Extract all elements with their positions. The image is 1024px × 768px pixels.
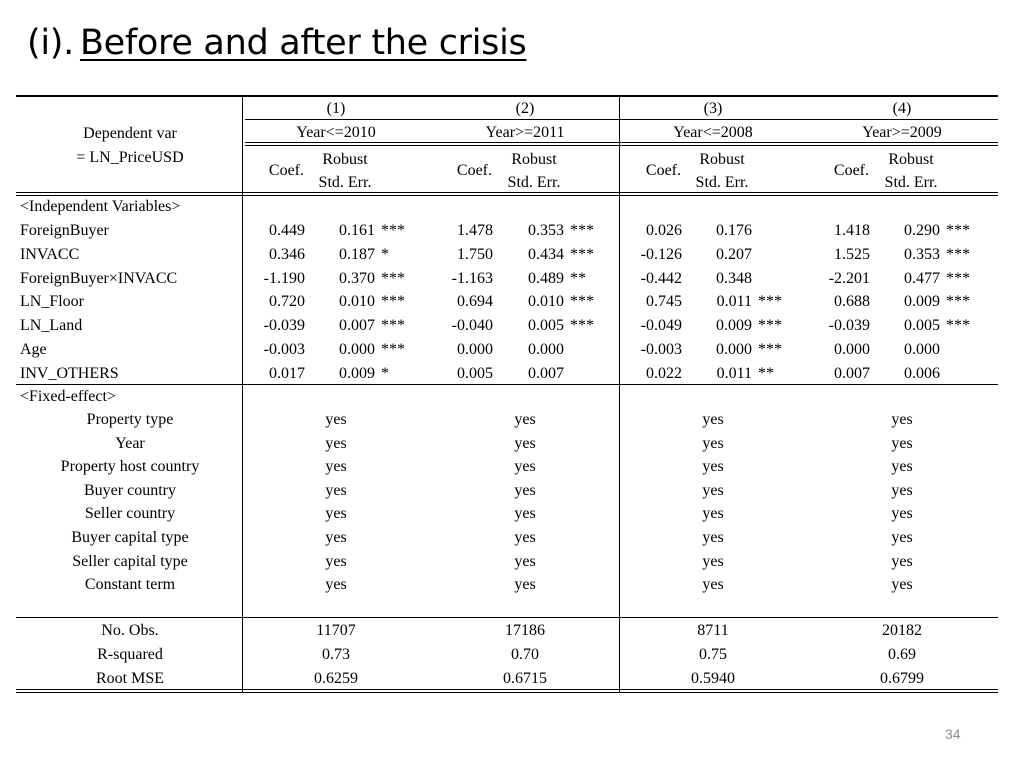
std-err-value: 0.011: [716, 293, 752, 311]
rule-label-column: [242, 95, 243, 693]
fixed-effect-value: yes: [702, 529, 724, 546]
fixed-effect-value: yes: [325, 552, 347, 570]
std-err-value: 0.010: [528, 293, 564, 311]
coef-value: 0.005: [457, 364, 493, 382]
fixed-effect-name: Property host country: [60, 458, 200, 476]
fixed-effect-value: yes: [325, 458, 347, 476]
title-prefix: (i).: [27, 23, 74, 63]
fixed-effect-value: yes: [325, 434, 347, 452]
coef-value: -0.039: [828, 317, 870, 334]
statistic-value: 17186: [505, 622, 545, 639]
significance-stars: **: [570, 269, 586, 287]
coef-value: -0.003: [263, 340, 305, 358]
significance-stars: ***: [946, 269, 970, 287]
fixed-effect-name: Buyer country: [84, 481, 176, 499]
fixed-effect-value: yes: [891, 481, 913, 499]
coef-value: 0.688: [834, 293, 870, 311]
coef-value: -0.039: [263, 317, 305, 334]
fixed-effect-value: yes: [514, 576, 536, 594]
significance-stars: ***: [381, 317, 405, 334]
rule-bottom-lower: [16, 692, 998, 693]
coef-value: -1.190: [263, 269, 305, 287]
std-err-value: 0.434: [528, 245, 564, 263]
significance-stars: ***: [381, 269, 405, 287]
fixed-effect-value: yes: [702, 481, 724, 499]
rule-fixed-effect-bottom: [16, 617, 998, 618]
std-err-value: 0.477: [904, 269, 940, 287]
fixed-effect-name: Property type: [86, 411, 174, 428]
statistic-value: 11707: [316, 622, 356, 639]
model-number: (2): [515, 100, 535, 117]
variable-name: ForeignBuyer: [20, 222, 109, 239]
significance-stars: ***: [570, 317, 594, 334]
coef-value: 0.026: [646, 222, 682, 239]
fixed-effect-value: yes: [514, 505, 536, 523]
significance-stars: ***: [570, 222, 594, 239]
fixed-effect-value: yes: [514, 481, 536, 499]
statistic-name: R-squared: [97, 646, 163, 663]
std-err-value: 0.000: [716, 340, 752, 358]
statistic-value: 0.69: [888, 646, 916, 663]
std-err-header-line1: Robust: [888, 151, 934, 168]
std-err-header-line2: Std. Err.: [507, 174, 561, 191]
std-err-header-line2: Std. Err.: [318, 174, 372, 191]
coef-value: 1.750: [457, 245, 493, 263]
coef-value: 0.017: [269, 364, 305, 382]
coef-value: 1.478: [457, 222, 493, 239]
coef-header: Coef.: [833, 162, 869, 179]
model-number: (1): [326, 100, 346, 117]
coef-value: 1.525: [834, 245, 870, 263]
fixed-effect-value: yes: [702, 411, 724, 428]
significance-stars: ***: [946, 317, 970, 334]
variable-name: INVACC: [20, 245, 80, 263]
coef-value: 0.007: [834, 364, 870, 382]
dependent-var-label: Dependent var: [83, 125, 177, 142]
std-err-value: 0.000: [904, 340, 940, 358]
coef-value: 0.000: [834, 340, 870, 358]
std-err-header-line1: Robust: [322, 151, 368, 168]
dependent-var-name: = LN_PriceUSD: [76, 149, 184, 166]
variable-name: LN_Land: [20, 317, 83, 334]
rule-model-separator: [619, 95, 620, 693]
statistic-name: Root MSE: [95, 670, 165, 687]
std-err-value: 0.353: [528, 222, 564, 239]
significance-stars: ***: [946, 222, 970, 239]
coef-value: 0.694: [457, 293, 493, 311]
std-err-value: 0.010: [339, 293, 375, 311]
statistic-value: 0.70: [511, 646, 539, 663]
fixed-effect-value: yes: [514, 552, 536, 570]
fixed-effect-value: yes: [891, 411, 913, 428]
std-err-value: 0.187: [339, 245, 375, 263]
statistic-value: 0.6715: [503, 670, 547, 687]
fixed-effect-name: Buyer capital type: [71, 529, 189, 546]
significance-stars: ***: [946, 245, 970, 263]
statistic-name: No. Obs.: [101, 622, 159, 639]
coef-header: Coef.: [268, 162, 304, 179]
fixed-effect-value: yes: [891, 458, 913, 476]
rule-top: [16, 95, 998, 97]
significance-stars: ***: [758, 317, 782, 334]
std-err-value: 0.370: [339, 269, 375, 287]
rule-sample-lower: [245, 145, 998, 146]
fixed-effect-value: yes: [514, 529, 536, 546]
significance-stars: ***: [570, 293, 594, 311]
std-err-value: 0.000: [528, 340, 564, 358]
fixed-effect-value: yes: [891, 552, 913, 570]
fixed-effect-value: yes: [702, 458, 724, 476]
significance-stars: ***: [946, 293, 970, 311]
fixed-effect-value: yes: [325, 411, 347, 428]
regression-table: [16, 95, 998, 693]
variable-name: ForeignBuyer×INVACC: [20, 269, 178, 287]
coef-value: -0.049: [640, 317, 682, 334]
fixed-effect-value: yes: [891, 576, 913, 594]
slide-title: [27, 18, 526, 68]
std-err-value: 0.176: [716, 222, 752, 239]
std-err-header-line2: Std. Err.: [695, 174, 749, 191]
std-err-value: 0.011: [716, 364, 752, 382]
fixed-effect-name: Seller capital type: [72, 552, 188, 570]
significance-stars: *: [381, 364, 389, 382]
fixed-effect-value: yes: [891, 434, 913, 452]
title-main: Before and after the crisis: [79, 23, 527, 63]
significance-stars: ***: [758, 340, 782, 358]
model-sample: Year>=2009: [862, 124, 942, 141]
rule-variables-bottom: [16, 384, 998, 385]
rule-model-number: [245, 119, 998, 120]
fixed-effect-value: yes: [702, 434, 724, 452]
std-err-value: 0.007: [528, 364, 564, 382]
fixed-effect-value: yes: [514, 458, 536, 476]
significance-stars: ***: [381, 340, 405, 358]
coef-value: -0.003: [640, 340, 682, 358]
variable-name: INV_OTHERS: [20, 364, 119, 382]
statistic-value: 0.75: [699, 646, 727, 663]
std-err-value: 0.005: [904, 317, 940, 334]
coef-header: Coef.: [645, 162, 681, 179]
std-err-value: 0.348: [716, 269, 752, 287]
std-err-value: 0.009: [339, 364, 375, 382]
std-err-value: 0.207: [716, 245, 752, 263]
std-err-value: 0.009: [716, 317, 752, 334]
significance-stars: ***: [381, 222, 405, 239]
fixed-effect-value: yes: [514, 434, 536, 452]
fixed-effect-value: yes: [891, 505, 913, 523]
significance-stars: **: [758, 364, 774, 382]
std-err-header-line1: Robust: [699, 151, 745, 168]
coef-value: 0.000: [457, 340, 493, 358]
statistic-value: 0.6799: [880, 670, 924, 687]
fixed-effect-value: yes: [891, 529, 913, 546]
std-err-value: 0.000: [339, 340, 375, 358]
fixed-effect-value: yes: [325, 505, 347, 523]
fixed-effect-name: Year: [115, 434, 145, 452]
std-err-value: 0.489: [528, 269, 564, 287]
coef-value: 0.022: [646, 364, 682, 382]
statistic-value: 20182: [882, 622, 922, 639]
std-err-value: 0.005: [528, 317, 564, 334]
coef-value: 0.720: [269, 293, 305, 311]
coef-value: 0.346: [269, 245, 305, 263]
coef-value: -2.201: [828, 269, 870, 287]
fixed-effect-value: yes: [325, 481, 347, 499]
statistic-value: 0.73: [322, 646, 350, 663]
coef-value: -1.163: [451, 269, 493, 287]
page-number: 34: [945, 726, 961, 742]
significance-stars: ***: [758, 293, 782, 311]
std-err-value: 0.007: [339, 317, 375, 334]
model-number: (4): [892, 100, 912, 117]
fixed-effect-header: <Fixed-effect>: [20, 388, 116, 405]
significance-stars: *: [381, 245, 389, 263]
model-sample: Year>=2011: [485, 124, 565, 141]
std-err-value: 0.006: [904, 364, 940, 382]
fixed-effect-value: yes: [702, 552, 724, 570]
significance-stars: ***: [381, 293, 405, 311]
std-err-value: 0.161: [339, 222, 375, 239]
fixed-effect-value: yes: [325, 576, 347, 594]
fixed-effect-value: yes: [702, 505, 724, 523]
statistic-value: 8711: [697, 622, 729, 639]
coef-value: 0.745: [646, 293, 682, 311]
fixed-effect-value: yes: [514, 411, 536, 428]
variable-name: Age: [20, 340, 47, 358]
fixed-effect-value: yes: [702, 576, 724, 594]
std-err-value: 0.009: [904, 293, 940, 311]
fixed-effect-value: yes: [325, 529, 347, 546]
model-number: (3): [703, 100, 723, 117]
coef-value: 1.418: [834, 222, 870, 239]
std-err-header-line2: Std. Err.: [884, 174, 938, 191]
coef-value: -0.126: [640, 245, 682, 263]
std-err-header-line1: Robust: [511, 151, 557, 168]
coef-value: 0.449: [269, 222, 305, 239]
independent-variables-header: <Independent Variables>: [20, 198, 181, 215]
std-err-value: 0.353: [904, 245, 940, 263]
coef-value: -0.442: [640, 269, 682, 287]
variable-name: LN_Floor: [20, 293, 84, 311]
model-sample: Year<=2010: [296, 124, 376, 141]
fixed-effect-name: Seller country: [84, 505, 176, 523]
statistic-value: 0.5940: [691, 670, 735, 687]
model-sample: Year<=2008: [673, 124, 753, 141]
coef-header: Coef.: [456, 162, 492, 179]
coef-value: -0.040: [451, 317, 493, 334]
std-err-value: 0.290: [904, 222, 940, 239]
significance-stars: ***: [570, 245, 594, 263]
rule-header-lower: [16, 195, 998, 196]
fixed-effect-name: Constant term: [84, 576, 176, 594]
statistic-value: 0.6259: [314, 670, 358, 687]
rule-bottom-upper: [16, 689, 998, 690]
